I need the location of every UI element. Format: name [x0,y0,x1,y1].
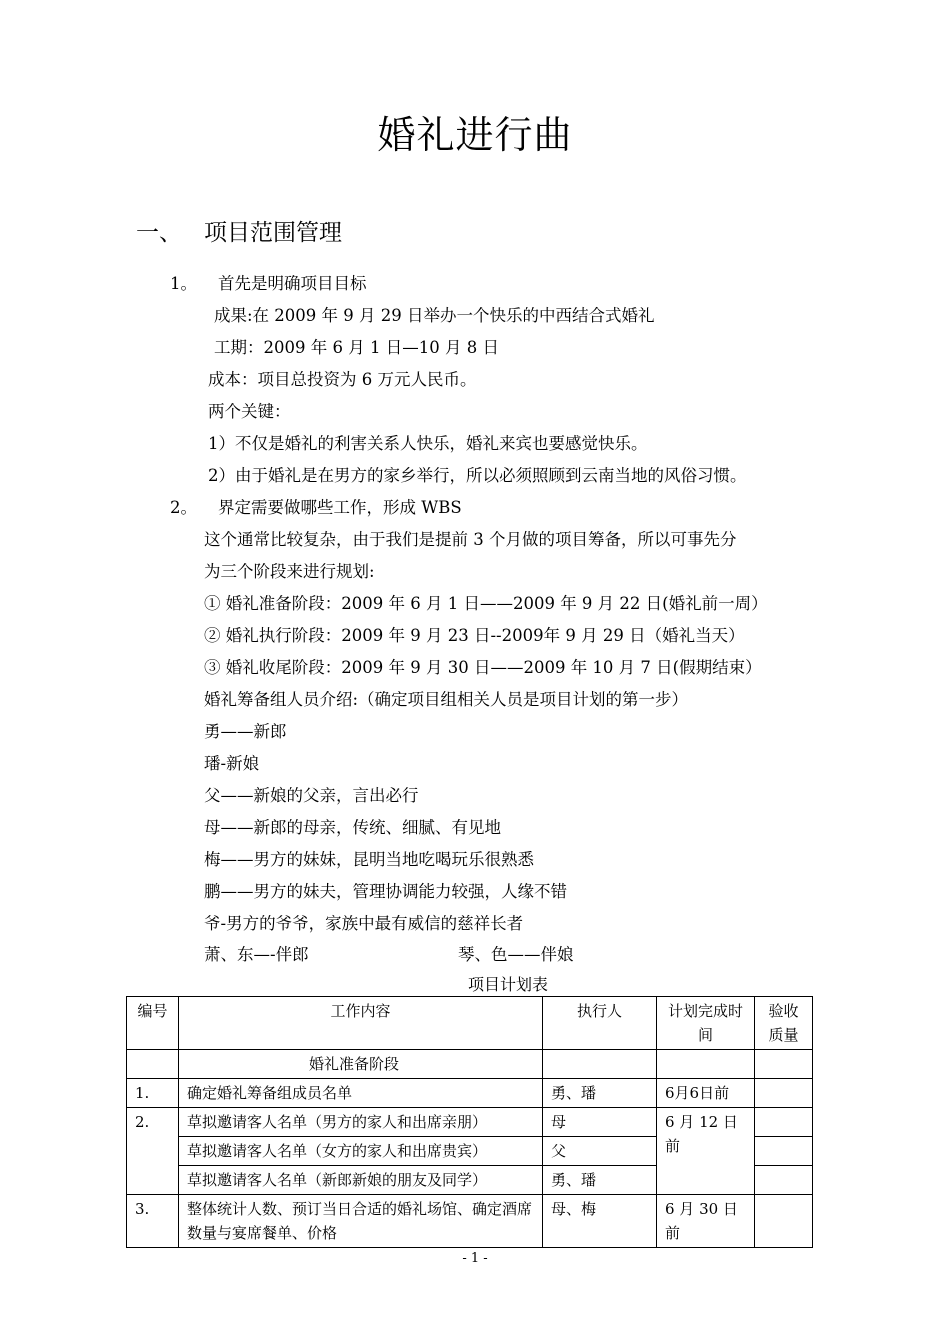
row-quality [755,1079,813,1108]
header-content: 工作内容 [179,997,543,1050]
member-line: 鹏——男方的妹夫，管理协调能力较强，人缘不错 [204,882,567,901]
table-caption: 项目计划表 [467,975,548,994]
paragraph-line: 婚礼筹备组人员介绍:（确定项目组相关人员是项目计划的第一步） [204,690,689,709]
item1-heading [170,270,367,294]
project-plan-table [126,996,813,1248]
table-row [127,1195,813,1248]
row-executor: 勇、璠 [543,1166,657,1195]
table-row [127,1108,813,1137]
row-quality [755,1137,813,1166]
row-quality [755,1166,813,1195]
paragraph-line: 这个通常比较复杂，由于我们是提前 3 个月做的项目筹备，所以可事先分 [204,530,737,549]
row-executor: 父 [543,1137,657,1166]
member-line-groomsmen: 萧、东—-伴郎 [204,945,309,964]
header-num: 编号 [127,997,179,1050]
paragraph-line: 成果:在 2009 年 9 月 29 日举办一个快乐的中西结合式婚礼 [214,306,655,325]
row-num: 2. [127,1108,179,1195]
section-number: 一、 [136,220,182,246]
header-executor: 执行人 [543,997,657,1050]
row-num: 3. [127,1195,179,1248]
row-executor: 母、梅 [543,1195,657,1248]
paragraph-line: ① 婚礼准备阶段：2009 年 6 月 1 日——2009 年 9 月 22 日(婚礼前一周） [204,594,768,613]
member-line: 母——新郎的母亲，传统、细腻、有见地 [204,818,501,837]
row-time: 6月6日前 [657,1079,755,1108]
paragraph-line: 两个关键： [208,402,291,421]
row-content: 草拟邀请客人名单（男方的家人和出席亲朋） [179,1108,543,1137]
item2-number: 2。 [170,498,197,517]
row-quality [755,1108,813,1137]
row-executor: 母 [543,1108,657,1137]
member-line-bridesmaids: 琴、色——伴娘 [458,945,574,964]
phase-label: 婚礼准备阶段 [179,1050,543,1079]
paragraph-line: 1）不仅是婚礼的利害关系人快乐，婚礼来宾也要感觉快乐。 [208,434,648,453]
row-quality [755,1195,813,1248]
paragraph-line: 成本：项目总投资为 6 万元人民币。 [208,370,477,389]
row-content: 整体统计人数、预订当日合适的婚礼场馆、确定酒席数量与宴席餐单、价格 [179,1195,543,1248]
header-quality: 验收质量 [755,997,813,1050]
page-number: - 1 - [462,1251,488,1266]
member-line: 勇——新郎 [204,722,287,741]
member-line: 爷-男方的爷爷，家族中最有威信的慈祥长者 [204,914,524,933]
section-heading [136,214,342,247]
member-line: 父——新娘的父亲，言出必行 [204,786,419,805]
table-phase-row [127,1050,813,1079]
paragraph-line: 为三个阶段来进行规划: [204,562,375,581]
paragraph-line: 工期：2009 年 6 月 1 日—10 月 8 日 [214,338,499,357]
member-line: 璠-新娘 [204,754,260,773]
row-content: 草拟邀请客人名单（新郎新娘的朋友及同学） [179,1166,543,1195]
member-line: 梅——男方的妹妹，昆明当地吃喝玩乐很熟悉 [204,850,534,869]
table-header-row [127,997,813,1050]
row-time: 6 月 30 日前 [657,1195,755,1248]
document-title: 婚礼进行曲 [377,113,573,157]
row-content: 确定婚礼筹备组成员名单 [179,1079,543,1108]
table-row [127,1079,813,1108]
paragraph-line: 2）由于婚礼是在男方的家乡举行，所以必须照顾到云南当地的风俗习惯。 [208,466,747,485]
paragraph-line: ③ 婚礼收尾阶段：2009 年 9 月 30 日——2009 年 10 月 7 日(假期结束） [204,658,762,677]
header-time: 计划完成时间 [657,997,755,1050]
item2-title: 界定需要做哪些工作，形成 WBS [218,498,462,517]
item2-heading [170,494,462,518]
item1-title: 首先是明确项目目标 [218,274,367,293]
item1-number: 1。 [170,274,197,293]
row-num: 1. [127,1079,179,1108]
row-executor: 勇、璠 [543,1079,657,1108]
section-title: 项目范围管理 [204,220,342,246]
row-time: 6 月 12 日前 [657,1108,755,1195]
paragraph-line: ② 婚礼执行阶段：2009 年 9 月 23 日--2009年 9 月 29 日（婚礼当天） [204,626,745,645]
row-content: 草拟邀请客人名单（女方的家人和出席贵宾） [179,1137,543,1166]
